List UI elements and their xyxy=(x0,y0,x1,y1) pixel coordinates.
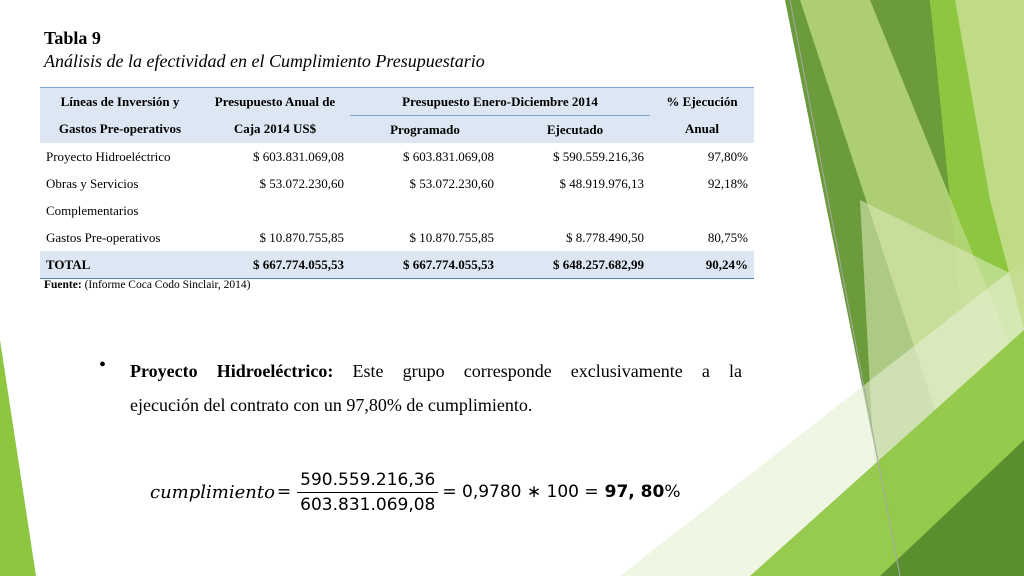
header-group: Presupuesto Enero-Diciembre 2014 xyxy=(350,88,650,116)
table-row xyxy=(40,170,754,197)
cell-anual: $ 53.072.230,60 xyxy=(259,175,344,191)
total-anual: $ 667.774.055,53 xyxy=(200,251,350,279)
table-row xyxy=(40,143,754,170)
total-ejecutado: $ 648.257.682,99 xyxy=(500,251,650,279)
bullet-line-1 xyxy=(130,354,742,388)
bullet-line-2: ejecución del contrato con un 97,80% de cumplimiento. xyxy=(130,395,533,415)
header-anual-1: Presupuesto Anual de xyxy=(200,88,350,116)
source-label: Fuente: xyxy=(44,279,82,291)
header-pct-2: Anual xyxy=(650,116,754,144)
header-programado: Programado xyxy=(350,116,500,144)
bullet-paragraph xyxy=(130,354,742,422)
cell-ejecutado: $ 590.559.216,36 xyxy=(553,148,644,164)
cell-anual: $ 10.870.755,85 xyxy=(259,229,344,245)
header-linea-1: Líneas de Inversión y xyxy=(40,88,200,116)
formula-fraction xyxy=(297,470,438,515)
header-pct-1: % Ejecución xyxy=(650,88,754,116)
header-anual-2: Caja 2014 US$ xyxy=(200,116,350,144)
table-row-continuation xyxy=(40,197,754,224)
total-label: TOTAL xyxy=(40,251,200,279)
formula-denominator: 603.831.069,08 xyxy=(300,494,436,515)
formula xyxy=(150,462,681,522)
cell-linea-cont: Complementarios xyxy=(46,202,139,218)
header-linea-2: Gastos Pre-operativos xyxy=(40,116,200,144)
total-pct: 90,24% xyxy=(650,251,754,279)
formula-middle: = 0,9780 ∗ 100 = xyxy=(442,482,599,502)
table-title: Tabla 9 xyxy=(44,28,101,48)
fraction-bar xyxy=(297,492,438,493)
cell-pct: 92,18% xyxy=(707,175,748,191)
cell-pct: 97,80% xyxy=(707,148,748,164)
table-subtitle: Análisis de la efectividad en el Cumplimiento Presupuestario xyxy=(44,51,485,71)
cell-ejecutado: $ 48.919.976,13 xyxy=(559,175,644,191)
header-row-2 xyxy=(40,116,754,144)
cell-programado: $ 10.870.755,85 xyxy=(409,229,494,245)
formula-result: 97, 80 xyxy=(604,482,665,502)
source-note xyxy=(44,279,251,291)
formula-numerator: 590.559.216,36 xyxy=(300,469,436,490)
cell-linea: Proyecto Hidroeléctrico xyxy=(46,148,171,164)
table-row xyxy=(40,224,754,251)
formula-lhs: cumplimiento xyxy=(150,481,275,503)
bullet-bold: Proyecto Hidroeléctrico: xyxy=(130,361,334,381)
cell-linea: Obras y Servicios xyxy=(46,175,139,191)
total-row xyxy=(40,251,754,279)
formula-pct: % xyxy=(664,482,681,502)
cell-pct: 80,75% xyxy=(707,229,748,245)
header-row-1 xyxy=(40,88,754,116)
cell-ejecutado: $ 8.778.490,50 xyxy=(566,229,644,245)
bullet-line1-rest: Este grupo corresponde exclusivamente a la xyxy=(333,361,742,381)
formula-eq: = xyxy=(276,482,292,502)
total-programado: $ 667.774.055,53 xyxy=(350,251,500,279)
cell-programado: $ 53.072.230,60 xyxy=(409,175,494,191)
cell-linea: Gastos Pre-operativos xyxy=(46,229,161,245)
header-ejecutado: Ejecutado xyxy=(500,116,650,144)
cell-programado: $ 603.831.069,08 xyxy=(403,148,494,164)
source-text: (Informe Coca Codo Sinclair, 2014) xyxy=(84,279,251,291)
cell-anual: $ 603.831.069,08 xyxy=(253,148,344,164)
bullet-symbol: • xyxy=(99,354,107,376)
budget-table xyxy=(40,87,754,279)
